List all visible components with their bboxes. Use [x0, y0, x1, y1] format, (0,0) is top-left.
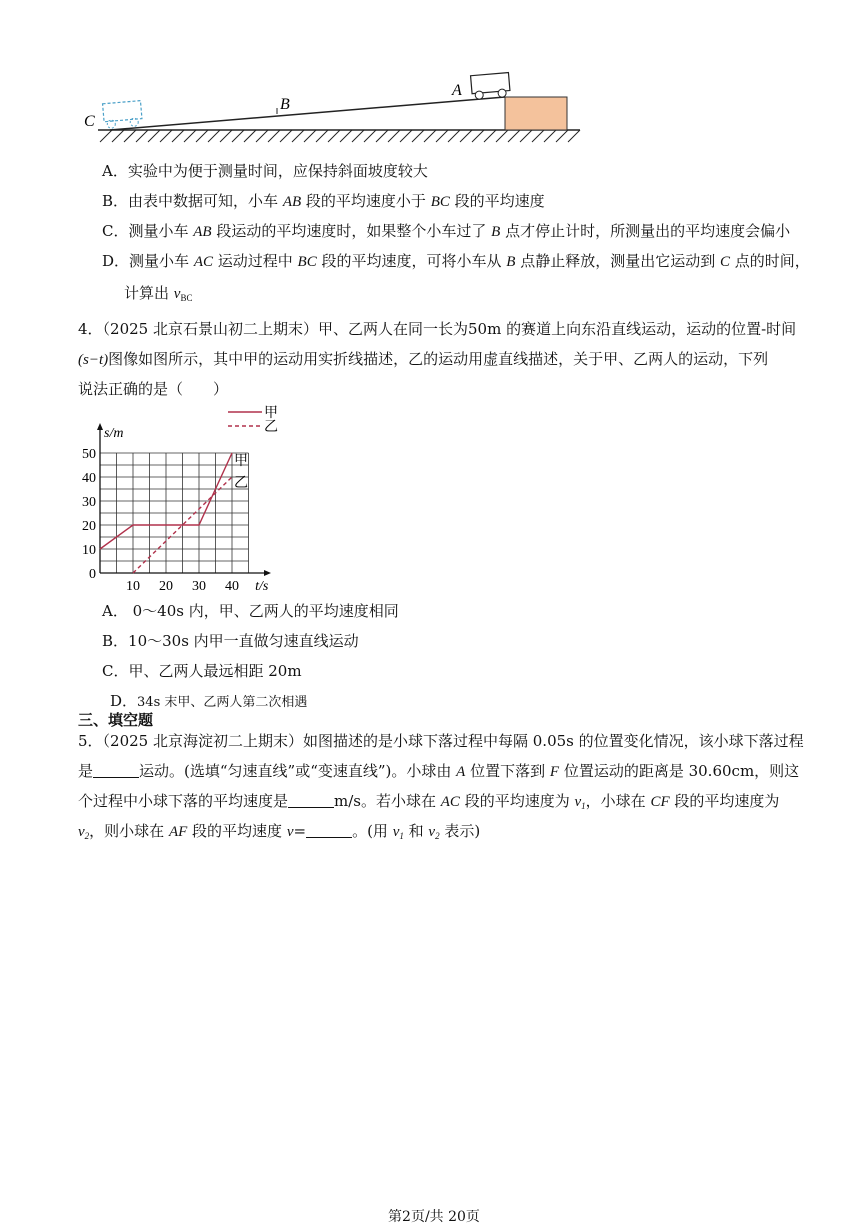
y-tick-label: 50 [82, 447, 96, 462]
page-footer: 第2页/共 20页 [388, 1209, 480, 1225]
q5-line1: 5．（2025 北京海淀初二上期末）如图描述的是小球下落过程中每隔 0.05s 的位置变化情况，该小球下落过程 [78, 732, 804, 750]
support-block [505, 97, 567, 130]
q3-option-a: A．实验中为便于测量时间，应保持斜面坡度较大 [102, 162, 428, 180]
section-heading: 三、填空题 [78, 711, 154, 729]
q4-option-d: D．34s 末甲、乙两人第二次相遇 [110, 692, 308, 710]
label-a: A [452, 82, 462, 99]
label-b: B [280, 96, 290, 113]
x-tick-label: 20 [159, 579, 173, 594]
y-axis-arrow [97, 423, 103, 430]
y-axis-label: s/m [104, 426, 124, 441]
series-label-jia: 甲 [234, 454, 248, 469]
y-tick-label: 30 [82, 495, 96, 510]
incline-line [110, 97, 505, 130]
q3-option-d: D．测量小车 AC 运动过程中 BC 段的平均速度，可将小车从 B 点静止释放，测量出它运动到 C 点的时间， [102, 252, 810, 270]
y-tick-label: 20 [82, 519, 96, 534]
x-axis-arrow [264, 570, 271, 576]
incline-figure [80, 62, 590, 152]
y-tick-label: 10 [82, 543, 96, 558]
q4-option-a: A． 0～40s 内，甲、乙两人的平均速度相同 [102, 602, 399, 620]
cart-at-c [103, 101, 143, 129]
blank-2[interactable] [288, 793, 334, 808]
x-tick-label: 10 [126, 579, 140, 594]
cart-at-a [471, 73, 511, 100]
x-tick-label: 30 [192, 579, 206, 594]
blank-1[interactable] [93, 763, 139, 778]
q5-line2: 是 运动。(选填“匀速直线”或“变速直线”)。小球由 A 位置下落到 F 位置运动的距离是 30.60cm，则这 [78, 762, 800, 780]
x-tick-label: 40 [225, 579, 239, 594]
q4-line2: (s−t)图像如图所示，其中甲的运动用实折线描述，乙的运动用虚直线描述，关于甲、乙两人的运动，下列 [78, 350, 769, 368]
blank-3[interactable] [306, 823, 352, 838]
q5-line3: 个过程中小球下落的平均速度是 m/s。若小球在 AC 段的平均速度为 $v_1$，小球在 CF 段的平均速度为 [78, 792, 780, 811]
label-c: C [84, 113, 95, 130]
x-axis-label: t/s [255, 579, 269, 594]
ground-hatch [100, 130, 580, 142]
y-tick-label: 0 [89, 567, 96, 582]
q4-line3: 说法正确的是（ ） [78, 380, 229, 398]
st-chart [80, 400, 280, 595]
q4-option-b: B．10～30s 内甲一直做匀速直线运动 [102, 632, 359, 650]
legend-label: 甲 [264, 406, 278, 421]
y-tick-label: 40 [82, 471, 96, 486]
legend-label: 乙 [264, 420, 278, 435]
q4-option-c: C．甲、乙两人最远相距 20m [102, 662, 302, 680]
q3-option-c: C．测量小车 AB 段运动的平均速度时，如果整个小车过了 B 点才停止计时，所测量出的平均速度会偏小 [102, 222, 791, 240]
q3-option-b: B．由表中数据可知，小车 AB 段的平均速度小于 BC 段的平均速度 [102, 192, 545, 210]
q5-line4: $v_2$，则小球在 AF 段的平均速度 v= 。(用 $v_1$ 和 $v_2$ 表示) [78, 822, 481, 841]
q4-line1: 4．（2025 北京石景山初二上期末）甲、乙两人在同一长为50m 的赛道上向东沿直线运动，运动的位置-时间 [78, 320, 797, 338]
q3-option-d-cont: 计算出 $v_{BC}$ [124, 284, 193, 303]
series-label-yi: 乙 [234, 476, 248, 491]
